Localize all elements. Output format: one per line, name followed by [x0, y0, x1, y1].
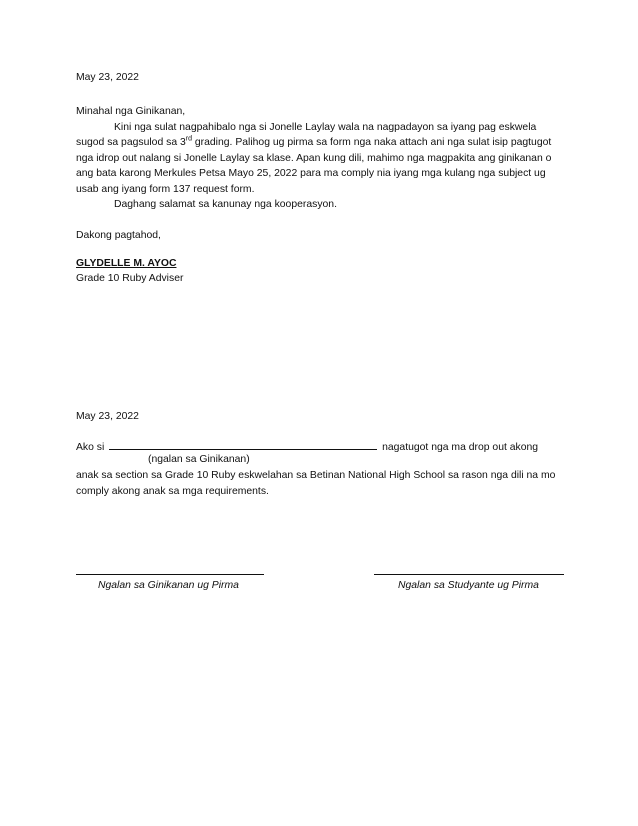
consent-line — [76, 439, 538, 453]
student-signature-label: Ngalan sa Studyante ug Pirma — [398, 580, 539, 591]
salutation: Minahal nga Ginikanan, — [76, 106, 186, 117]
parent-signature-line — [76, 574, 264, 575]
consent-statement: anak sa section sa Grade 10 Ruby eskwelahan sa Betinan National High School sa rason nga dili na mo comply akong anak sa mga requirements. — [76, 470, 556, 497]
signer-title: Grade 10 Ruby Adviser — [76, 273, 184, 284]
consent-line-text: nagatugot nga ma drop out akong — [382, 442, 539, 453]
body-paragraph-2: Daghang salamat sa kanunay nga kooperasyon. — [114, 199, 337, 210]
ako-si-label: Ako si — [76, 442, 105, 453]
letter-date: May 23, 2022 — [76, 72, 139, 83]
consent-date: May 23, 2022 — [76, 411, 139, 422]
blank-caption: (ngalan sa Ginikanan) — [148, 454, 250, 465]
student-signature-line — [374, 574, 564, 575]
letter-body — [76, 104, 566, 213]
parent-name-blank — [109, 439, 377, 450]
signer-name: GLYDELLE M. AYOC — [76, 258, 177, 269]
parent-signature-label: Ngalan sa Ginikanan ug Pirma — [98, 580, 239, 591]
body-paragraph-1: Kini nga sulat nagpahibalo nga si Jonelle Laylay wala na nagpadayon sa iyang pag eskwela sugod sa pagsulod sa 3rd grading. Palihog ug pirma sa form nga naka attach ani nga sulat isip pagtugot nga idrop out nalang si Jonelle Laylay sa klase. Apan kung dili, mahimo nga magpakita ang ginikanan o ang bata karong Merkules Petsa Mayo 25, 2022 para ma comply nia iyang mga kulang nga subject ug usab ang iyang form 137 request form. — [76, 121, 552, 195]
closing: Dakong pagtahod, — [76, 230, 161, 241]
